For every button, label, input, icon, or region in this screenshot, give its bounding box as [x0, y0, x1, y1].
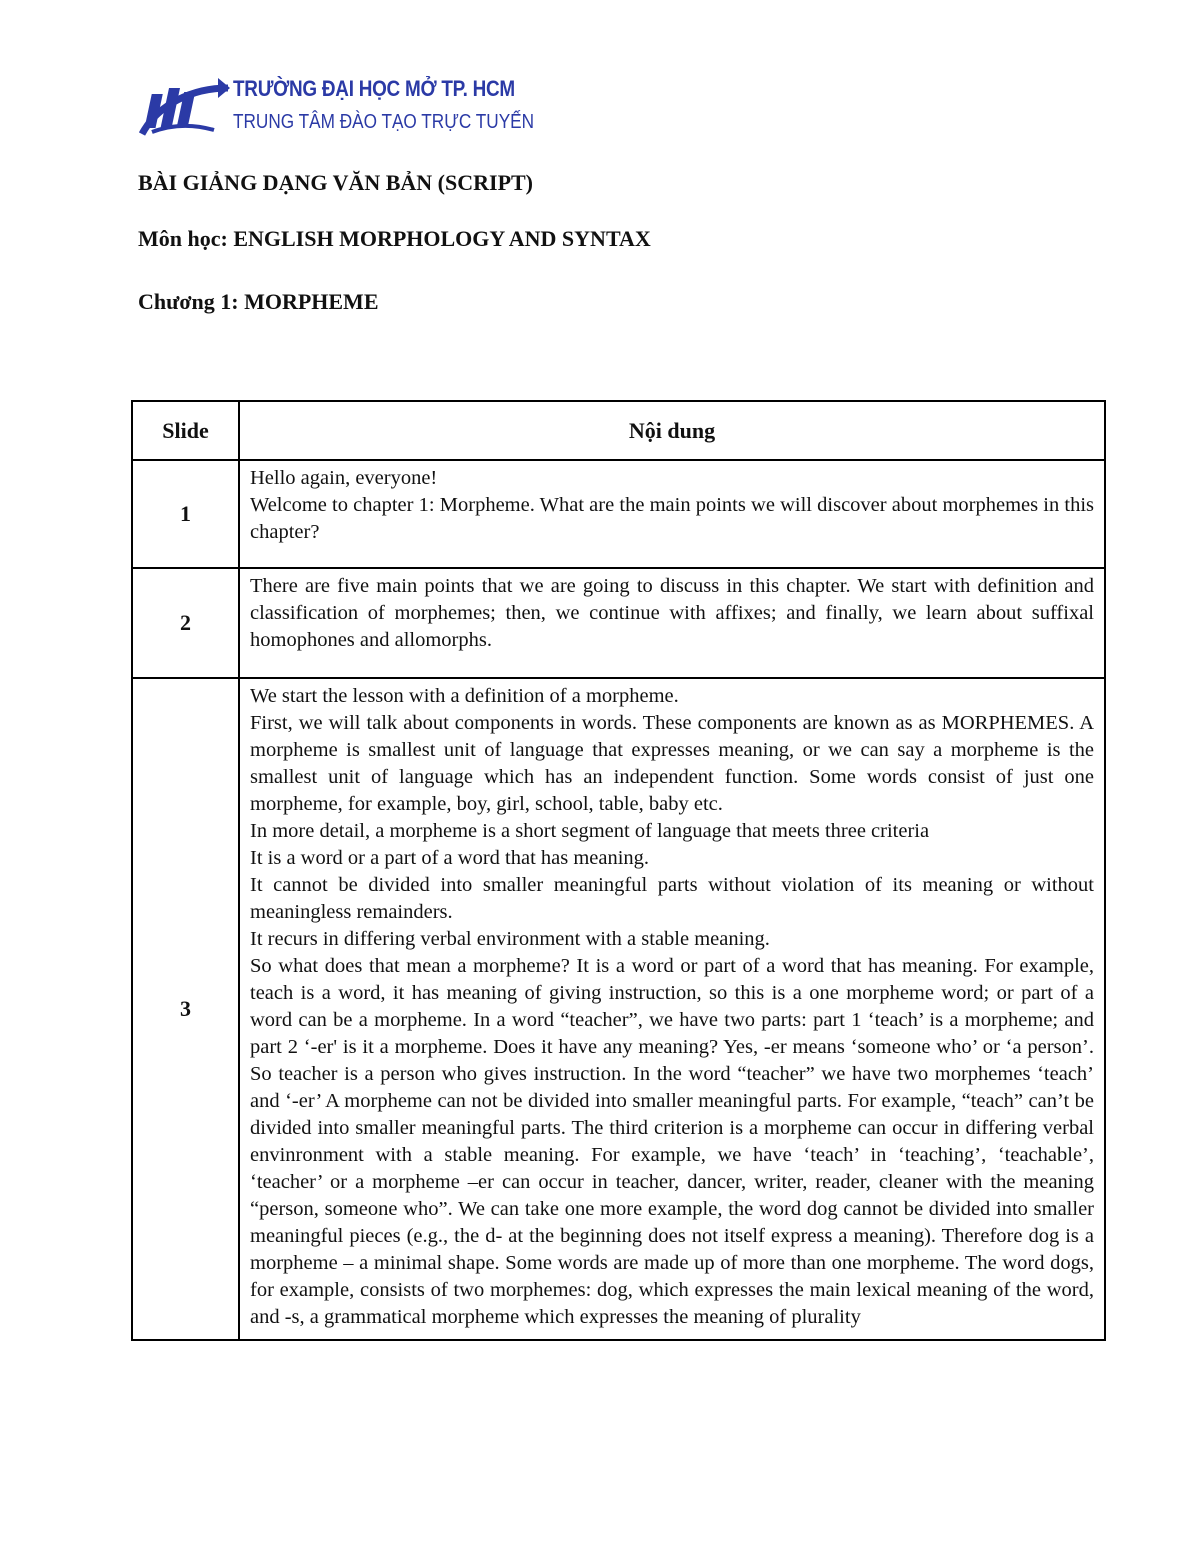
book-arrow-icon — [138, 74, 230, 140]
table-row — [132, 678, 1105, 1340]
content-paragraph: There are five main points that we are going to discuss in this chapter. We start with definition and classification of morphemes; then, we continue with affixes; and finally, we learn about suffixal homophones and allomorphs. — [250, 575, 1094, 651]
chapter-label: Chương 1: MORPHEME — [138, 289, 379, 314]
logo-center-name: TRUNG TÂM ĐÀO TẠO TRỰC TUYẾN — [233, 111, 535, 133]
table-row — [132, 460, 1105, 568]
slide-number: 3 — [132, 678, 239, 1340]
table-row — [132, 568, 1105, 678]
content-paragraph: First, we will talk about components in words. These components are known as as MORPHEMES. A morpheme is smallest unit of language that expresses meaning, or we can say a morpheme is the smallest unit of language which has an independent function. Some words consist of just one morpheme, for example, boy, girl, school, table, baby etc. — [250, 712, 1094, 815]
content-paragraph: It is a word or a part of a word that has meaning. — [250, 847, 650, 869]
university-logo — [138, 74, 535, 140]
course-label: Môn học: ENGLISH MORPHOLOGY AND SYNTAX — [138, 226, 651, 251]
content-paragraph: Welcome to chapter 1: Morpheme. What are the main points we will discover about morphemes in this chapter? — [250, 494, 1094, 543]
document-title: BÀI GIẢNG DẠNG VĂN BẢN (SCRIPT) — [138, 170, 534, 195]
logo-university-name: TRƯỜNG ĐẠI HỌC MỞ TP. HCM — [233, 76, 515, 101]
content-paragraph: Hello again, everyone! — [250, 467, 438, 489]
content-paragraph: So what does that mean a morpheme? It is a word or part of a word that has meaning. For example, teach is a word, it has meaning of giving instruction, so this is a one morpheme word; or part of a word can be a morpheme. In a word “teacher”, we have two parts: part 1 ‘teach’ is a morpheme; and part 2 ‘-er' is it a morpheme. Does it have any meaning? Yes, -er means ‘someone who’ or ‘a person’. So teacher is a person who gives instruction. In the word “teacher” we have two morphemes ‘teach’ and ‘-er’ A morpheme can not be divided into smaller meaningful parts. For example, “teach” can’t be divided into smaller meaningful parts. The third criterion is a morpheme can occur in differing verbal envinronment with a stable meaning. For example, we have ‘teach’ in ‘teaching’, ‘teachable’, ‘teacher’ or a morpheme –er can occur in teacher, dancer, writer, reader, cleaner with the meaning “person, someone who”. We can take one more example, the word dog cannot be divided into smaller meaningful pieces (e.g., the d- at the beginning does not itself express a meaning). Therefore dog is a morpheme – a minimal shape. Some words are made up of more than one morpheme. The word dogs, for example, consists of two morphemes: dog, which expresses the main lexical meaning of the word, and -s, a grammatical morpheme which expresses the meaning of plurality — [250, 955, 1094, 1328]
slide-number: 1 — [132, 460, 239, 568]
slide-content — [239, 678, 1105, 1340]
slide-content — [239, 568, 1105, 678]
content-paragraph: It recurs in differing verbal environment with a stable meaning. — [250, 928, 770, 950]
slide-content — [239, 460, 1105, 568]
slide-number: 2 — [132, 568, 239, 678]
table-header-row — [132, 401, 1105, 460]
column-header-slide: Slide — [132, 401, 239, 460]
content-paragraph: In more detail, a morpheme is a short segment of language that meets three criteria — [250, 820, 930, 842]
column-header-content: Nội dung — [239, 401, 1105, 460]
content-paragraph: We start the lesson with a definition of a morpheme. — [250, 685, 679, 707]
content-paragraph: It cannot be divided into smaller meaningful parts without violation of its meaning or without meaningless remainders. — [250, 874, 1094, 923]
script-table — [131, 400, 1106, 1341]
